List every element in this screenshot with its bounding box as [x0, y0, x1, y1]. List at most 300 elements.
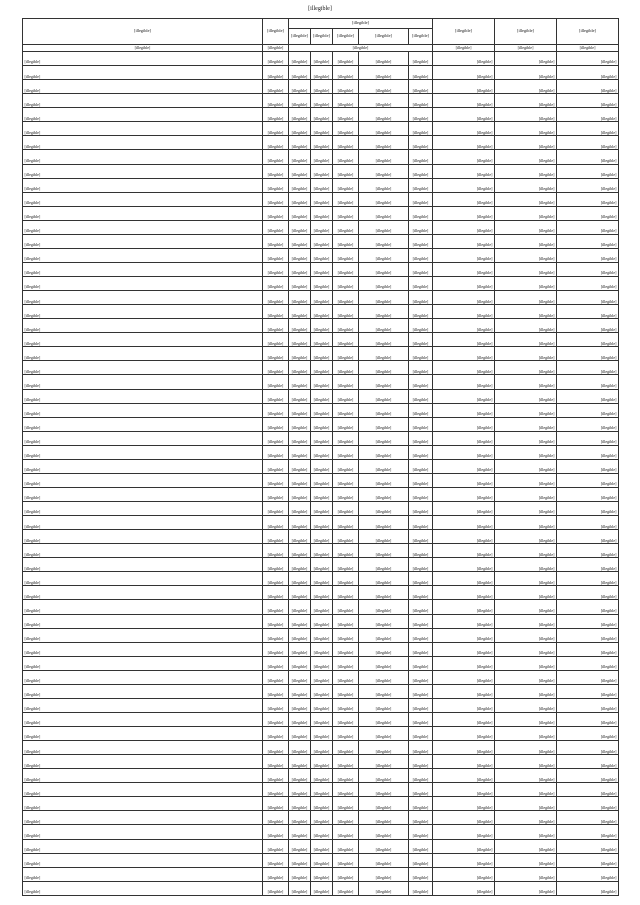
target-article-code: [illegible] [359, 853, 409, 867]
not-executed-amount: [illegible] [557, 164, 619, 178]
not-executed-amount: [illegible] [557, 572, 619, 586]
row-code: [illegible] [263, 178, 289, 192]
chapter-code: [illegible] [289, 769, 311, 783]
executed-amount: [illegible] [495, 206, 557, 220]
executed-amount: [illegible] [495, 797, 557, 811]
row-code: [illegible] [263, 572, 289, 586]
executed-amount: [illegible] [495, 487, 557, 501]
target-article-code: [illegible] [359, 628, 409, 642]
expense-type-code: [illegible] [409, 558, 433, 572]
table-row [23, 698, 619, 712]
header-executed: [illegible] [495, 19, 557, 45]
row-code: [illegible] [263, 305, 289, 319]
subsection-code: [illegible] [333, 614, 359, 628]
chapter-code: [illegible] [289, 52, 311, 66]
expense-type-code: [illegible] [409, 825, 433, 839]
section-code: [illegible] [311, 544, 333, 558]
expense-type-code: [illegible] [409, 178, 433, 192]
executed-amount: [illegible] [495, 277, 557, 291]
target-article-code: [illegible] [359, 727, 409, 741]
approved-amount: [illegible] [433, 347, 495, 361]
approved-amount: [illegible] [433, 206, 495, 220]
approved-amount: [illegible] [433, 741, 495, 755]
chapter-code: [illegible] [289, 530, 311, 544]
row-name: [illegible] [23, 853, 263, 867]
expense-type-code: [illegible] [409, 375, 433, 389]
row-code: [illegible] [263, 839, 289, 853]
target-article-code: [illegible] [359, 473, 409, 487]
not-executed-amount: [illegible] [557, 220, 619, 234]
chapter-code: [illegible] [289, 319, 311, 333]
approved-amount: [illegible] [433, 66, 495, 80]
subsection-code: [illegible] [333, 797, 359, 811]
executed-amount: [illegible] [495, 108, 557, 122]
section-code: [illegible] [311, 136, 333, 150]
target-article-code: [illegible] [359, 234, 409, 248]
row-code: [illegible] [263, 516, 289, 530]
approved-amount: [illegible] [433, 319, 495, 333]
expense-type-code: [illegible] [409, 811, 433, 825]
subsection-code: [illegible] [333, 755, 359, 769]
header-chapter: [illegible] [289, 29, 311, 45]
row-code: [illegible] [263, 628, 289, 642]
not-executed-amount: [illegible] [557, 867, 619, 881]
approved-amount: [illegible] [433, 853, 495, 867]
subsection-code: [illegible] [333, 586, 359, 600]
section-code: [illegible] [311, 769, 333, 783]
subsection-code: [illegible] [333, 642, 359, 656]
row-name: [illegible] [23, 839, 263, 853]
subsection-code: [illegible] [333, 684, 359, 698]
chapter-code: [illegible] [289, 867, 311, 881]
chapter-code: [illegible] [289, 108, 311, 122]
table-row [23, 291, 619, 305]
section-code: [illegible] [311, 417, 333, 431]
approved-amount: [illegible] [433, 614, 495, 628]
target-article-code: [illegible] [359, 797, 409, 811]
row-code: [illegible] [263, 586, 289, 600]
subsection-code: [illegible] [333, 136, 359, 150]
target-article-code: [illegible] [359, 684, 409, 698]
not-executed-amount: [illegible] [557, 248, 619, 262]
row-name: [illegible] [23, 670, 263, 684]
approved-amount: [illegible] [433, 670, 495, 684]
row-code: [illegible] [263, 642, 289, 656]
row-name: [illegible] [23, 206, 263, 220]
row-name: [illegible] [23, 614, 263, 628]
target-article-code: [illegible] [359, 220, 409, 234]
chapter-code: [illegible] [289, 347, 311, 361]
header-section: [illegible] [311, 29, 333, 45]
target-article-code: [illegible] [359, 52, 409, 66]
target-article-code: [illegible] [359, 867, 409, 881]
executed-amount: [illegible] [495, 656, 557, 670]
not-executed-amount: [illegible] [557, 389, 619, 403]
approved-amount: [illegible] [433, 150, 495, 164]
target-article-code: [illegible] [359, 403, 409, 417]
table-row [23, 234, 619, 248]
row-code: [illegible] [263, 487, 289, 501]
chapter-code: [illegible] [289, 164, 311, 178]
chapter-code: [illegible] [289, 291, 311, 305]
chapter-code: [illegible] [289, 417, 311, 431]
table-row [23, 783, 619, 797]
table-row [23, 741, 619, 755]
executed-amount: [illegible] [495, 473, 557, 487]
section-code: [illegible] [311, 867, 333, 881]
row-code: [illegible] [263, 136, 289, 150]
not-executed-amount: [illegible] [557, 811, 619, 825]
chapter-code: [illegible] [289, 600, 311, 614]
not-executed-amount: [illegible] [557, 178, 619, 192]
table-row [23, 572, 619, 586]
row-name: [illegible] [23, 80, 263, 94]
section-code: [illegible] [311, 502, 333, 516]
not-executed-amount: [illegible] [557, 333, 619, 347]
row-name: [illegible] [23, 741, 263, 755]
approved-amount: [illegible] [433, 178, 495, 192]
expense-type-code: [illegible] [409, 487, 433, 501]
approved-amount: [illegible] [433, 769, 495, 783]
section-code: [illegible] [311, 375, 333, 389]
executed-amount: [illegible] [495, 291, 557, 305]
chapter-code: [illegible] [289, 628, 311, 642]
section-code: [illegible] [311, 192, 333, 206]
approved-amount: [illegible] [433, 600, 495, 614]
expense-type-code: [illegible] [409, 516, 433, 530]
target-article-code: [illegible] [359, 319, 409, 333]
row-code: [illegible] [263, 403, 289, 417]
not-executed-amount: [illegible] [557, 403, 619, 417]
row-code: [illegible] [263, 122, 289, 136]
chapter-code: [illegible] [289, 473, 311, 487]
approved-amount: [illegible] [433, 586, 495, 600]
row-code: [illegible] [263, 698, 289, 712]
not-executed-amount: [illegible] [557, 558, 619, 572]
subsection-code: [illegible] [333, 530, 359, 544]
expense-type-code: [illegible] [409, 122, 433, 136]
header-approved: [illegible] [433, 19, 495, 45]
section-code: [illegible] [311, 656, 333, 670]
row-name: [illegible] [23, 867, 263, 881]
approved-amount: [illegible] [433, 656, 495, 670]
chapter-code: [illegible] [289, 487, 311, 501]
executed-amount: [illegible] [495, 333, 557, 347]
table-row [23, 347, 619, 361]
row-code: [illegible] [263, 192, 289, 206]
row-code: [illegible] [263, 66, 289, 80]
subsection-code: [illegible] [333, 698, 359, 712]
expense-type-code: [illegible] [409, 586, 433, 600]
column-index: [illegible] [289, 45, 433, 52]
expense-type-code: [illegible] [409, 867, 433, 881]
target-article-code: [illegible] [359, 136, 409, 150]
section-code: [illegible] [311, 66, 333, 80]
row-name: [illegible] [23, 881, 263, 895]
subsection-code: [illegible] [333, 839, 359, 853]
chapter-code: [illegible] [289, 712, 311, 726]
target-article-code: [illegible] [359, 755, 409, 769]
not-executed-amount: [illegible] [557, 94, 619, 108]
table-row [23, 769, 619, 783]
approved-amount: [illegible] [433, 642, 495, 656]
chapter-code: [illegible] [289, 853, 311, 867]
target-article-code: [illegible] [359, 572, 409, 586]
section-code: [illegible] [311, 516, 333, 530]
approved-amount: [illegible] [433, 544, 495, 558]
target-article-code: [illegible] [359, 305, 409, 319]
approved-amount: [illegible] [433, 164, 495, 178]
table-row [23, 600, 619, 614]
table-row [23, 755, 619, 769]
target-article-code: [illegible] [359, 262, 409, 276]
table-row [23, 248, 619, 262]
table-row [23, 614, 619, 628]
row-code: [illegible] [263, 375, 289, 389]
section-code: [illegible] [311, 558, 333, 572]
approved-amount: [illegible] [433, 473, 495, 487]
chapter-code: [illegible] [289, 178, 311, 192]
chapter-code: [illegible] [289, 361, 311, 375]
approved-amount: [illegible] [433, 797, 495, 811]
executed-amount: [illegible] [495, 600, 557, 614]
expense-type-code: [illegible] [409, 445, 433, 459]
approved-amount: [illegible] [433, 712, 495, 726]
target-article-code: [illegible] [359, 881, 409, 895]
target-article-code: [illegible] [359, 108, 409, 122]
executed-amount: [illegible] [495, 66, 557, 80]
subsection-code: [illegible] [333, 192, 359, 206]
subsection-code: [illegible] [333, 234, 359, 248]
row-name: [illegible] [23, 783, 263, 797]
approved-amount: [illegible] [433, 755, 495, 769]
row-code: [illegible] [263, 544, 289, 558]
table-row [23, 361, 619, 375]
row-code: [illegible] [263, 80, 289, 94]
not-executed-amount: [illegible] [557, 291, 619, 305]
expense-type-code: [illegible] [409, 530, 433, 544]
executed-amount: [illegible] [495, 755, 557, 769]
expense-type-code: [illegible] [409, 291, 433, 305]
subsection-code: [illegible] [333, 502, 359, 516]
subsection-code: [illegible] [333, 431, 359, 445]
row-code: [illegible] [263, 867, 289, 881]
header-name: [illegible] [23, 19, 263, 45]
table-row [23, 558, 619, 572]
expense-type-code: [illegible] [409, 755, 433, 769]
approved-amount: [illegible] [433, 417, 495, 431]
table-row [23, 150, 619, 164]
approved-amount: [illegible] [433, 445, 495, 459]
chapter-code: [illegible] [289, 783, 311, 797]
table-row [23, 516, 619, 530]
table-row [23, 108, 619, 122]
approved-amount: [illegible] [433, 136, 495, 150]
section-code: [illegible] [311, 712, 333, 726]
approved-amount: [illegible] [433, 122, 495, 136]
row-name: [illegible] [23, 220, 263, 234]
executed-amount: [illegible] [495, 783, 557, 797]
table-row [23, 684, 619, 698]
executed-amount: [illegible] [495, 881, 557, 895]
subsection-code: [illegible] [333, 769, 359, 783]
table-row [23, 80, 619, 94]
row-name: [illegible] [23, 277, 263, 291]
not-executed-amount: [illegible] [557, 277, 619, 291]
column-index: [illegible] [495, 45, 557, 52]
subsection-code: [illegible] [333, 66, 359, 80]
executed-amount: [illegible] [495, 431, 557, 445]
row-name: [illegible] [23, 712, 263, 726]
row-name: [illegible] [23, 178, 263, 192]
row-code: [illegible] [263, 108, 289, 122]
executed-amount: [illegible] [495, 319, 557, 333]
section-code: [illegible] [311, 319, 333, 333]
target-article-code: [illegible] [359, 600, 409, 614]
expense-type-code: [illegible] [409, 502, 433, 516]
row-name: [illegible] [23, 347, 263, 361]
subsection-code: [illegible] [333, 853, 359, 867]
target-article-code: [illegible] [359, 516, 409, 530]
approved-amount: [illegible] [433, 431, 495, 445]
expense-type-code: [illegible] [409, 769, 433, 783]
not-executed-amount: [illegible] [557, 727, 619, 741]
section-code: [illegible] [311, 628, 333, 642]
subsection-code: [illegible] [333, 361, 359, 375]
not-executed-amount: [illegible] [557, 853, 619, 867]
approved-amount: [illegible] [433, 291, 495, 305]
approved-amount: [illegible] [433, 867, 495, 881]
chapter-code: [illegible] [289, 445, 311, 459]
executed-amount: [illegible] [495, 642, 557, 656]
approved-amount: [illegible] [433, 727, 495, 741]
table-row [23, 262, 619, 276]
row-code: [illegible] [263, 389, 289, 403]
row-code: [illegible] [263, 853, 289, 867]
chapter-code: [illegible] [289, 136, 311, 150]
target-article-code: [illegible] [359, 614, 409, 628]
row-name: [illegible] [23, 487, 263, 501]
chapter-code: [illegible] [289, 277, 311, 291]
executed-amount: [illegible] [495, 516, 557, 530]
chapter-code: [illegible] [289, 389, 311, 403]
header-classification-group: [illegible] [289, 19, 433, 29]
approved-amount: [illegible] [433, 558, 495, 572]
executed-amount: [illegible] [495, 361, 557, 375]
chapter-code: [illegible] [289, 431, 311, 445]
executed-amount: [illegible] [495, 375, 557, 389]
expense-type-code: [illegible] [409, 347, 433, 361]
target-article-code: [illegible] [359, 150, 409, 164]
target-article-code: [illegible] [359, 656, 409, 670]
row-code: [illegible] [263, 445, 289, 459]
row-code: [illegible] [263, 614, 289, 628]
not-executed-amount: [illegible] [557, 670, 619, 684]
executed-amount: [illegible] [495, 305, 557, 319]
target-article-code: [illegible] [359, 361, 409, 375]
executed-amount: [illegible] [495, 445, 557, 459]
chapter-code: [illegible] [289, 375, 311, 389]
row-code: [illegible] [263, 361, 289, 375]
target-article-code: [illegible] [359, 375, 409, 389]
row-code: [illegible] [263, 530, 289, 544]
not-executed-amount: [illegible] [557, 614, 619, 628]
section-code: [illegible] [311, 248, 333, 262]
not-executed-amount: [illegible] [557, 80, 619, 94]
expense-type-code: [illegible] [409, 417, 433, 431]
target-article-code: [illegible] [359, 487, 409, 501]
subsection-code: [illegible] [333, 375, 359, 389]
executed-amount: [illegible] [495, 347, 557, 361]
table-row [23, 277, 619, 291]
target-article-code: [illegible] [359, 586, 409, 600]
approved-amount: [illegible] [433, 403, 495, 417]
row-name: [illegible] [23, 150, 263, 164]
header-not-executed: [illegible] [557, 19, 619, 45]
row-name: [illegible] [23, 698, 263, 712]
row-code: [illegible] [263, 670, 289, 684]
table-row [23, 628, 619, 642]
subsection-code: [illegible] [333, 459, 359, 473]
expense-type-code: [illegible] [409, 628, 433, 642]
row-code: [illegible] [263, 656, 289, 670]
row-code: [illegible] [263, 797, 289, 811]
section-code: [illegible] [311, 389, 333, 403]
not-executed-amount: [illegible] [557, 656, 619, 670]
table-row [23, 727, 619, 741]
approved-amount: [illegible] [433, 192, 495, 206]
approved-amount: [illegible] [433, 262, 495, 276]
header-expense-type: [illegible] [409, 29, 433, 45]
row-code: [illegible] [263, 347, 289, 361]
executed-amount: [illegible] [495, 262, 557, 276]
target-article-code: [illegible] [359, 825, 409, 839]
approved-amount: [illegible] [433, 333, 495, 347]
subsection-code: [illegible] [333, 811, 359, 825]
subsection-code: [illegible] [333, 727, 359, 741]
executed-amount: [illegible] [495, 572, 557, 586]
executed-amount: [illegible] [495, 712, 557, 726]
row-code: [illegible] [263, 164, 289, 178]
not-executed-amount: [illegible] [557, 136, 619, 150]
table-row [23, 403, 619, 417]
chapter-code: [illegible] [289, 727, 311, 741]
executed-amount: [illegible] [495, 459, 557, 473]
expense-type-code: [illegible] [409, 305, 433, 319]
executed-amount: [illegible] [495, 586, 557, 600]
section-code: [illegible] [311, 530, 333, 544]
subsection-code: [illegible] [333, 544, 359, 558]
subsection-code: [illegible] [333, 558, 359, 572]
row-code: [illegible] [263, 234, 289, 248]
section-code: [illegible] [311, 220, 333, 234]
approved-amount: [illegible] [433, 248, 495, 262]
target-article-code: [illegible] [359, 80, 409, 94]
table-row [23, 178, 619, 192]
table-row [23, 333, 619, 347]
table-row [23, 712, 619, 726]
target-article-code: [illegible] [359, 94, 409, 108]
expense-type-code: [illegible] [409, 136, 433, 150]
not-executed-amount: [illegible] [557, 712, 619, 726]
subsection-code: [illegible] [333, 333, 359, 347]
column-index: [illegible] [557, 45, 619, 52]
section-code: [illegible] [311, 684, 333, 698]
not-executed-amount: [illegible] [557, 881, 619, 895]
executed-amount: [illegible] [495, 853, 557, 867]
not-executed-amount: [illegible] [557, 361, 619, 375]
not-executed-amount: [illegible] [557, 122, 619, 136]
